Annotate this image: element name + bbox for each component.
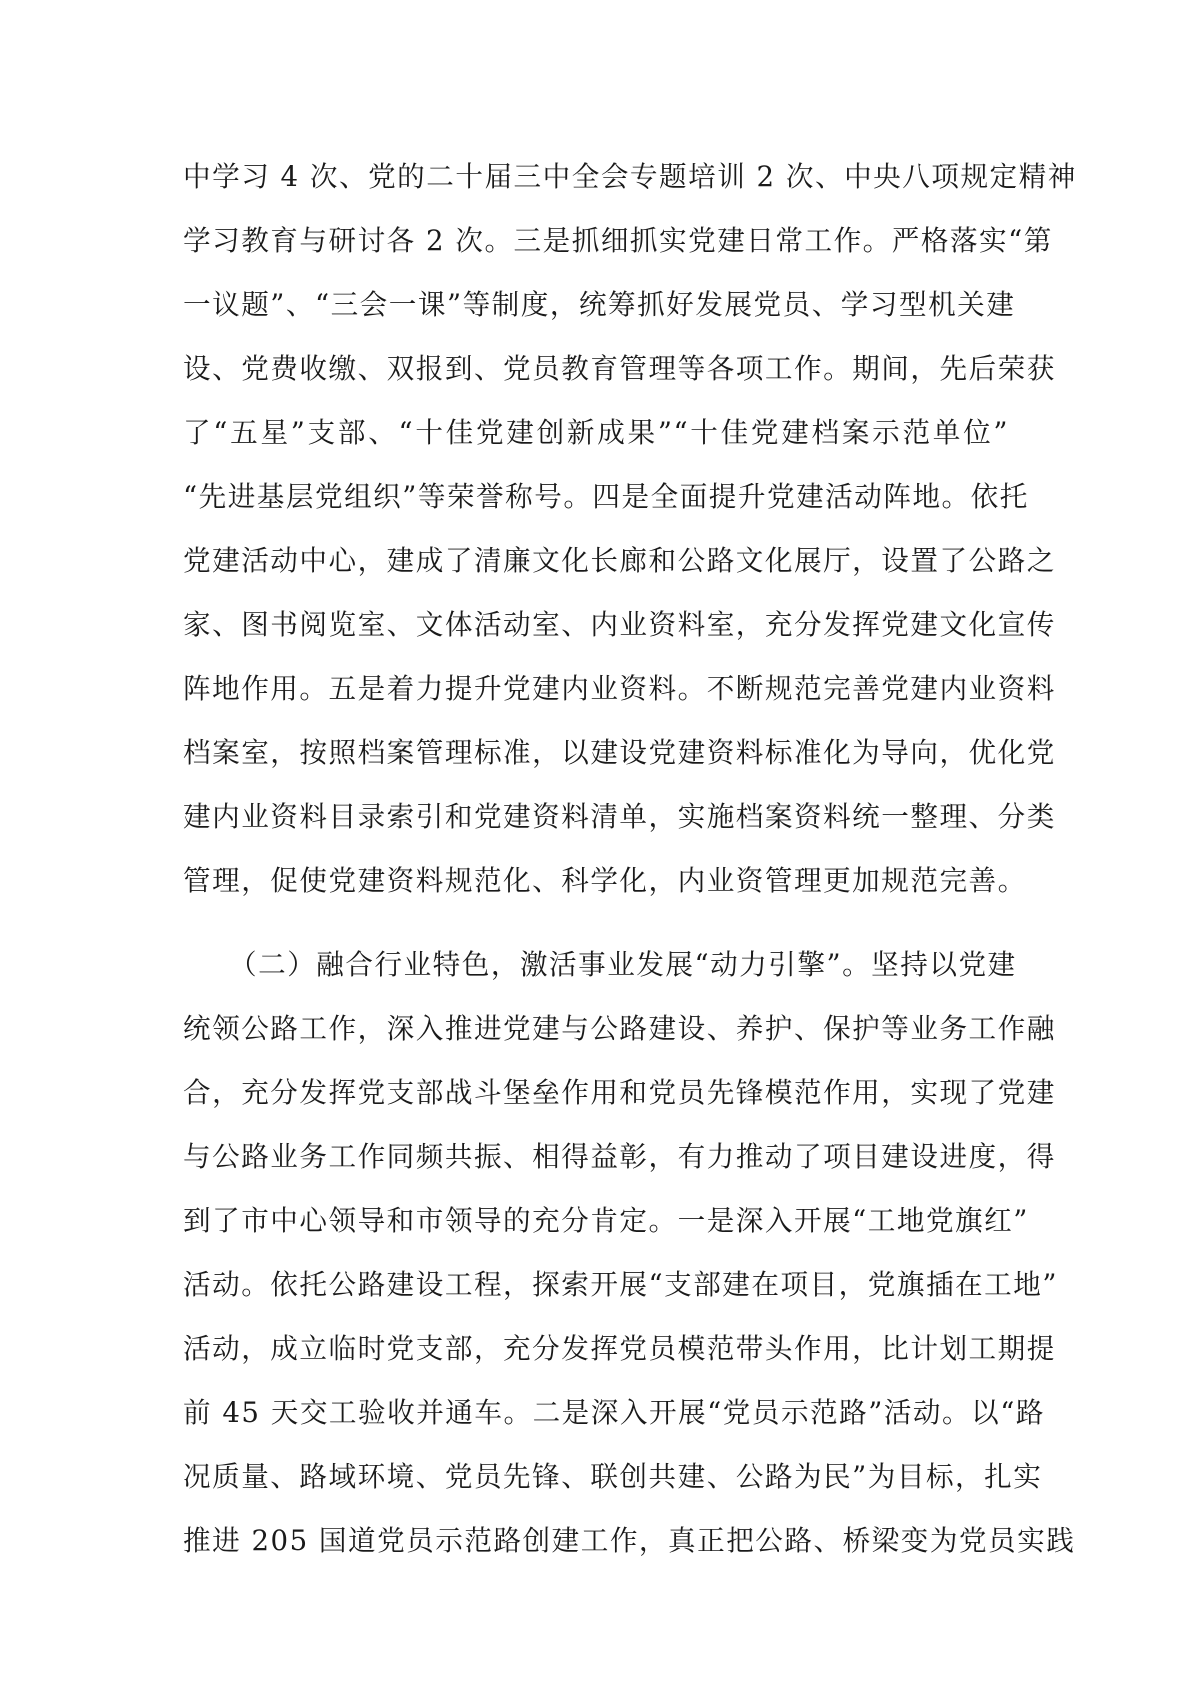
text-line: 学习教育与研讨各 2 次。三是抓细抓实党建日常工作。严格落实“第 bbox=[183, 224, 1053, 257]
text-line: 家、图书阅览室、文体活动室、内业资料室，充分发挥党建文化宣传 bbox=[183, 608, 1056, 641]
text-line: 建内业资料目录索引和党建资料清单，实施档案资料统一整理、分类 bbox=[183, 800, 1056, 833]
text-line: 推进 205 国道党员示范路创建工作，真正把公路、桥梁变为党员实践 bbox=[183, 1524, 1076, 1557]
text-line: 活动，成立临时党支部，充分发挥党员模范带头作用，比计划工期提 bbox=[183, 1332, 1056, 1365]
text-line: 况质量、路域环境、党员先锋、联创共建、公路为民”为目标，扎实 bbox=[183, 1460, 1043, 1493]
text-line: 统领公路工作，深入推进党建与公路建设、养护、保护等业务工作融 bbox=[183, 1012, 1056, 1045]
text-line: 阵地作用。五是着力提升党建内业资料。不断规范完善党建内业资料 bbox=[183, 672, 1056, 705]
text-line: 到了市中心领导和市领导的充分肯定。一是深入开展“工地党旗红” bbox=[183, 1204, 1029, 1237]
text-line: 合，充分发挥党支部战斗堡垒作用和党员先锋模范作用，实现了党建 bbox=[183, 1076, 1056, 1109]
section-heading-line: （二）融合行业特色，激活事业发展“动力引擎”。坚持以党建 bbox=[229, 948, 1017, 981]
text-line: “先进基层党组织”等荣誉称号。四是全面提升党建活动阵地。依托 bbox=[183, 480, 1029, 513]
text-line: 一议题”、“三会一课”等制度，统筹抓好发展党员、学习型机关建 bbox=[183, 288, 1016, 321]
text-line: 活动。依托公路建设工程，探索开展“支部建在项目，党旗插在工地” bbox=[183, 1268, 1058, 1301]
text-line: 档案室，按照档案管理标准，以建设党建资料标准化为导向，优化党 bbox=[183, 736, 1056, 769]
text-line: 了“五星”支部、“十佳党建创新成果”“十佳党建档案示范单位” bbox=[183, 416, 1009, 449]
text-line: 中学习 4 次、党的二十届三中全会专题培训 2 次、中央八项规定精神 bbox=[183, 160, 1077, 193]
paragraph-party-building-work bbox=[183, 145, 1077, 913]
text-line: 管理，促使党建资料规范化、科学化，内业资管理更加规范完善。 bbox=[183, 864, 1027, 897]
text-line: 设、党费收缴、双报到、党员教育管理等各项工作。期间，先后荣获 bbox=[183, 352, 1056, 385]
paragraph-industry-integration bbox=[183, 933, 1076, 1573]
text-line: 党建活动中心，建成了清廉文化长廊和公路文化展厅，设置了公路之 bbox=[183, 544, 1056, 577]
text-line: 前 45 天交工验收并通车。二是深入开展“党员示范路”活动。以“路 bbox=[183, 1396, 1045, 1429]
text-line: 与公路业务工作同频共振、相得益彰，有力推动了项目建设进度，得 bbox=[183, 1140, 1056, 1173]
